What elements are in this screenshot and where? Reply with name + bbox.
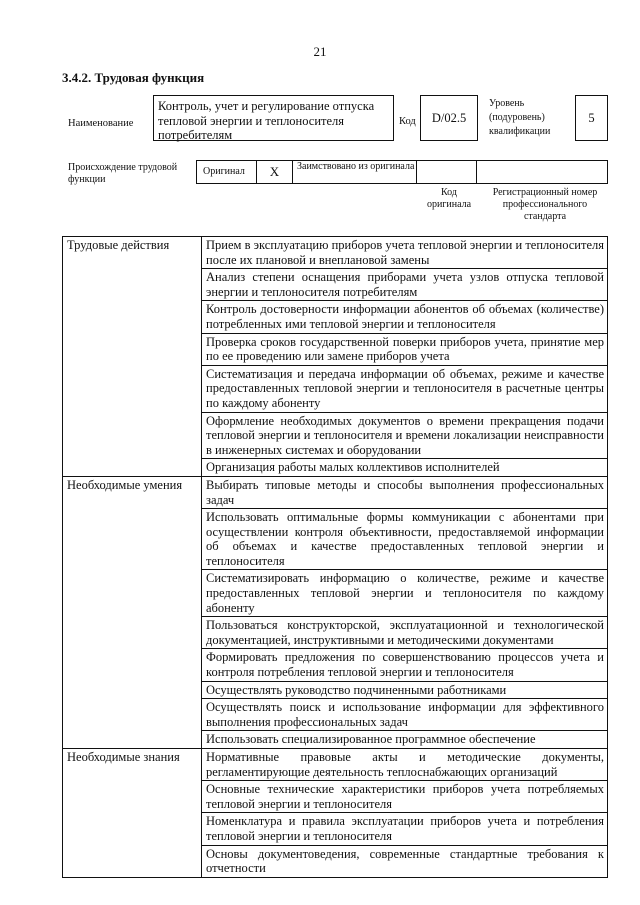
table-item-cell: Нормативные правовые акты и методические документы, регламентирующие деятельность теплоснабжающих организаций [202, 749, 608, 781]
table-item-cell: Прием в эксплуатацию приборов учета тепловой энергии и теплоносителя после их плановой и внеплановой замены [202, 237, 608, 269]
orig-code-cell [417, 161, 477, 183]
original-cell [197, 161, 257, 183]
table-item-cell: Пользоваться конструкторской, эксплуатационной и технологической документацией, инструктивными и методическими документами [202, 617, 608, 649]
reg-number-cell [477, 161, 607, 183]
table-item-cell: Систематизировать информацию о количестве, режиме и качестве предоставленных тепловой энергии и теплоносителя по каждому абоненту [202, 570, 608, 617]
section-title: 3.4.2. Трудовая функция [62, 70, 205, 85]
table-item-cell: Осуществлять поиск и использование информации для эффективного выполнения профессиональных задач [202, 699, 608, 731]
table-item-cell: Выбирать типовые методы и способы выполнения профессиональных задач [202, 476, 608, 508]
level-box [575, 95, 608, 141]
table-item-cell: Использовать оптимальные формы коммуникации с абонентами при осуществлении контроля объективности, предоставляемой информации об объемах и качестве предоставленных тепловой энергии и теплоносителя [202, 509, 608, 570]
section-title-cell: Необходимые умения [63, 476, 202, 748]
table-item-cell: Использовать специализированное программное обеспечение [202, 731, 608, 749]
borrowed-cell [293, 161, 417, 183]
level-value: 5 [588, 111, 595, 125]
table-row [63, 476, 608, 508]
table-row [63, 749, 608, 781]
level-label: Уровень (подуровень) квалификации [489, 98, 551, 137]
borrowed-label: Заимствовано из оригинала [297, 161, 415, 172]
code-label: Код [399, 116, 416, 127]
section-title-cell: Необходимые знания [63, 749, 202, 878]
code-box [420, 95, 478, 141]
section-title-cell: Трудовые действия [63, 237, 202, 477]
table-row [63, 237, 608, 269]
table-item-cell: Оформление необходимых документов о времени прекращения подачи тепловой энергии и теплоносителя и времени локализации неисправности в инженерных системах и оборудовании [202, 412, 608, 459]
table-item-cell: Основы документоведения, современные стандартные требования к отчетности [202, 845, 608, 877]
table-item-cell: Номенклатура и правила эксплуатации приборов учета и потребления тепловой энергии и теплоносителя [202, 813, 608, 845]
code-value: D/02.5 [431, 111, 467, 125]
table-item-cell: Систематизация и передача информации об объемах, режиме и качестве предоставленных тепловой энергии и теплоносителя в расчетные центры по каждому абоненту [202, 365, 608, 412]
function-name-value: Контроль, учет и регулирование отпуска тепловой энергии и теплоносителя потребителям [158, 99, 375, 142]
reg-caption: Регистрационный номер профессионального стандарта [492, 187, 598, 222]
function-name-box [153, 95, 394, 141]
page-number: 21 [313, 44, 327, 59]
table-item-cell: Основные технические характеристики приборов учета потребляемых тепловой энергии и теплоносителя [202, 781, 608, 813]
table-item-cell: Проверка сроков государственной поверки приборов учета, принятие мер по ее проведению или замене приборов учета [202, 333, 608, 365]
function-table [62, 236, 608, 878]
table-item-cell: Осуществлять руководство подчиненными работниками [202, 681, 608, 699]
table-item-cell: Формировать предложения по совершенствованию процессов учета и контроля потребления тепловой энергии и теплоносителя [202, 649, 608, 681]
table-item-cell: Анализ степени оснащения приборами учета узлов отпуска тепловой энергии и теплоносителя потребителям [202, 269, 608, 301]
original-mark-cell [257, 161, 293, 183]
table-item-cell: Организация работы малых коллективов исполнителей [202, 459, 608, 477]
table-item-cell: Контроль достоверности информации абонентов об объемах (количестве) потребленных ими тепловой энергии и теплоносителя [202, 301, 608, 333]
code-caption: Код оригинала [426, 187, 472, 210]
original-label: Оригинал [203, 166, 245, 177]
original-mark: X [269, 164, 280, 179]
origin-label: Происхождение трудовой функции [68, 162, 178, 185]
origin-row [196, 160, 608, 184]
name-label: Наименование [68, 118, 134, 129]
